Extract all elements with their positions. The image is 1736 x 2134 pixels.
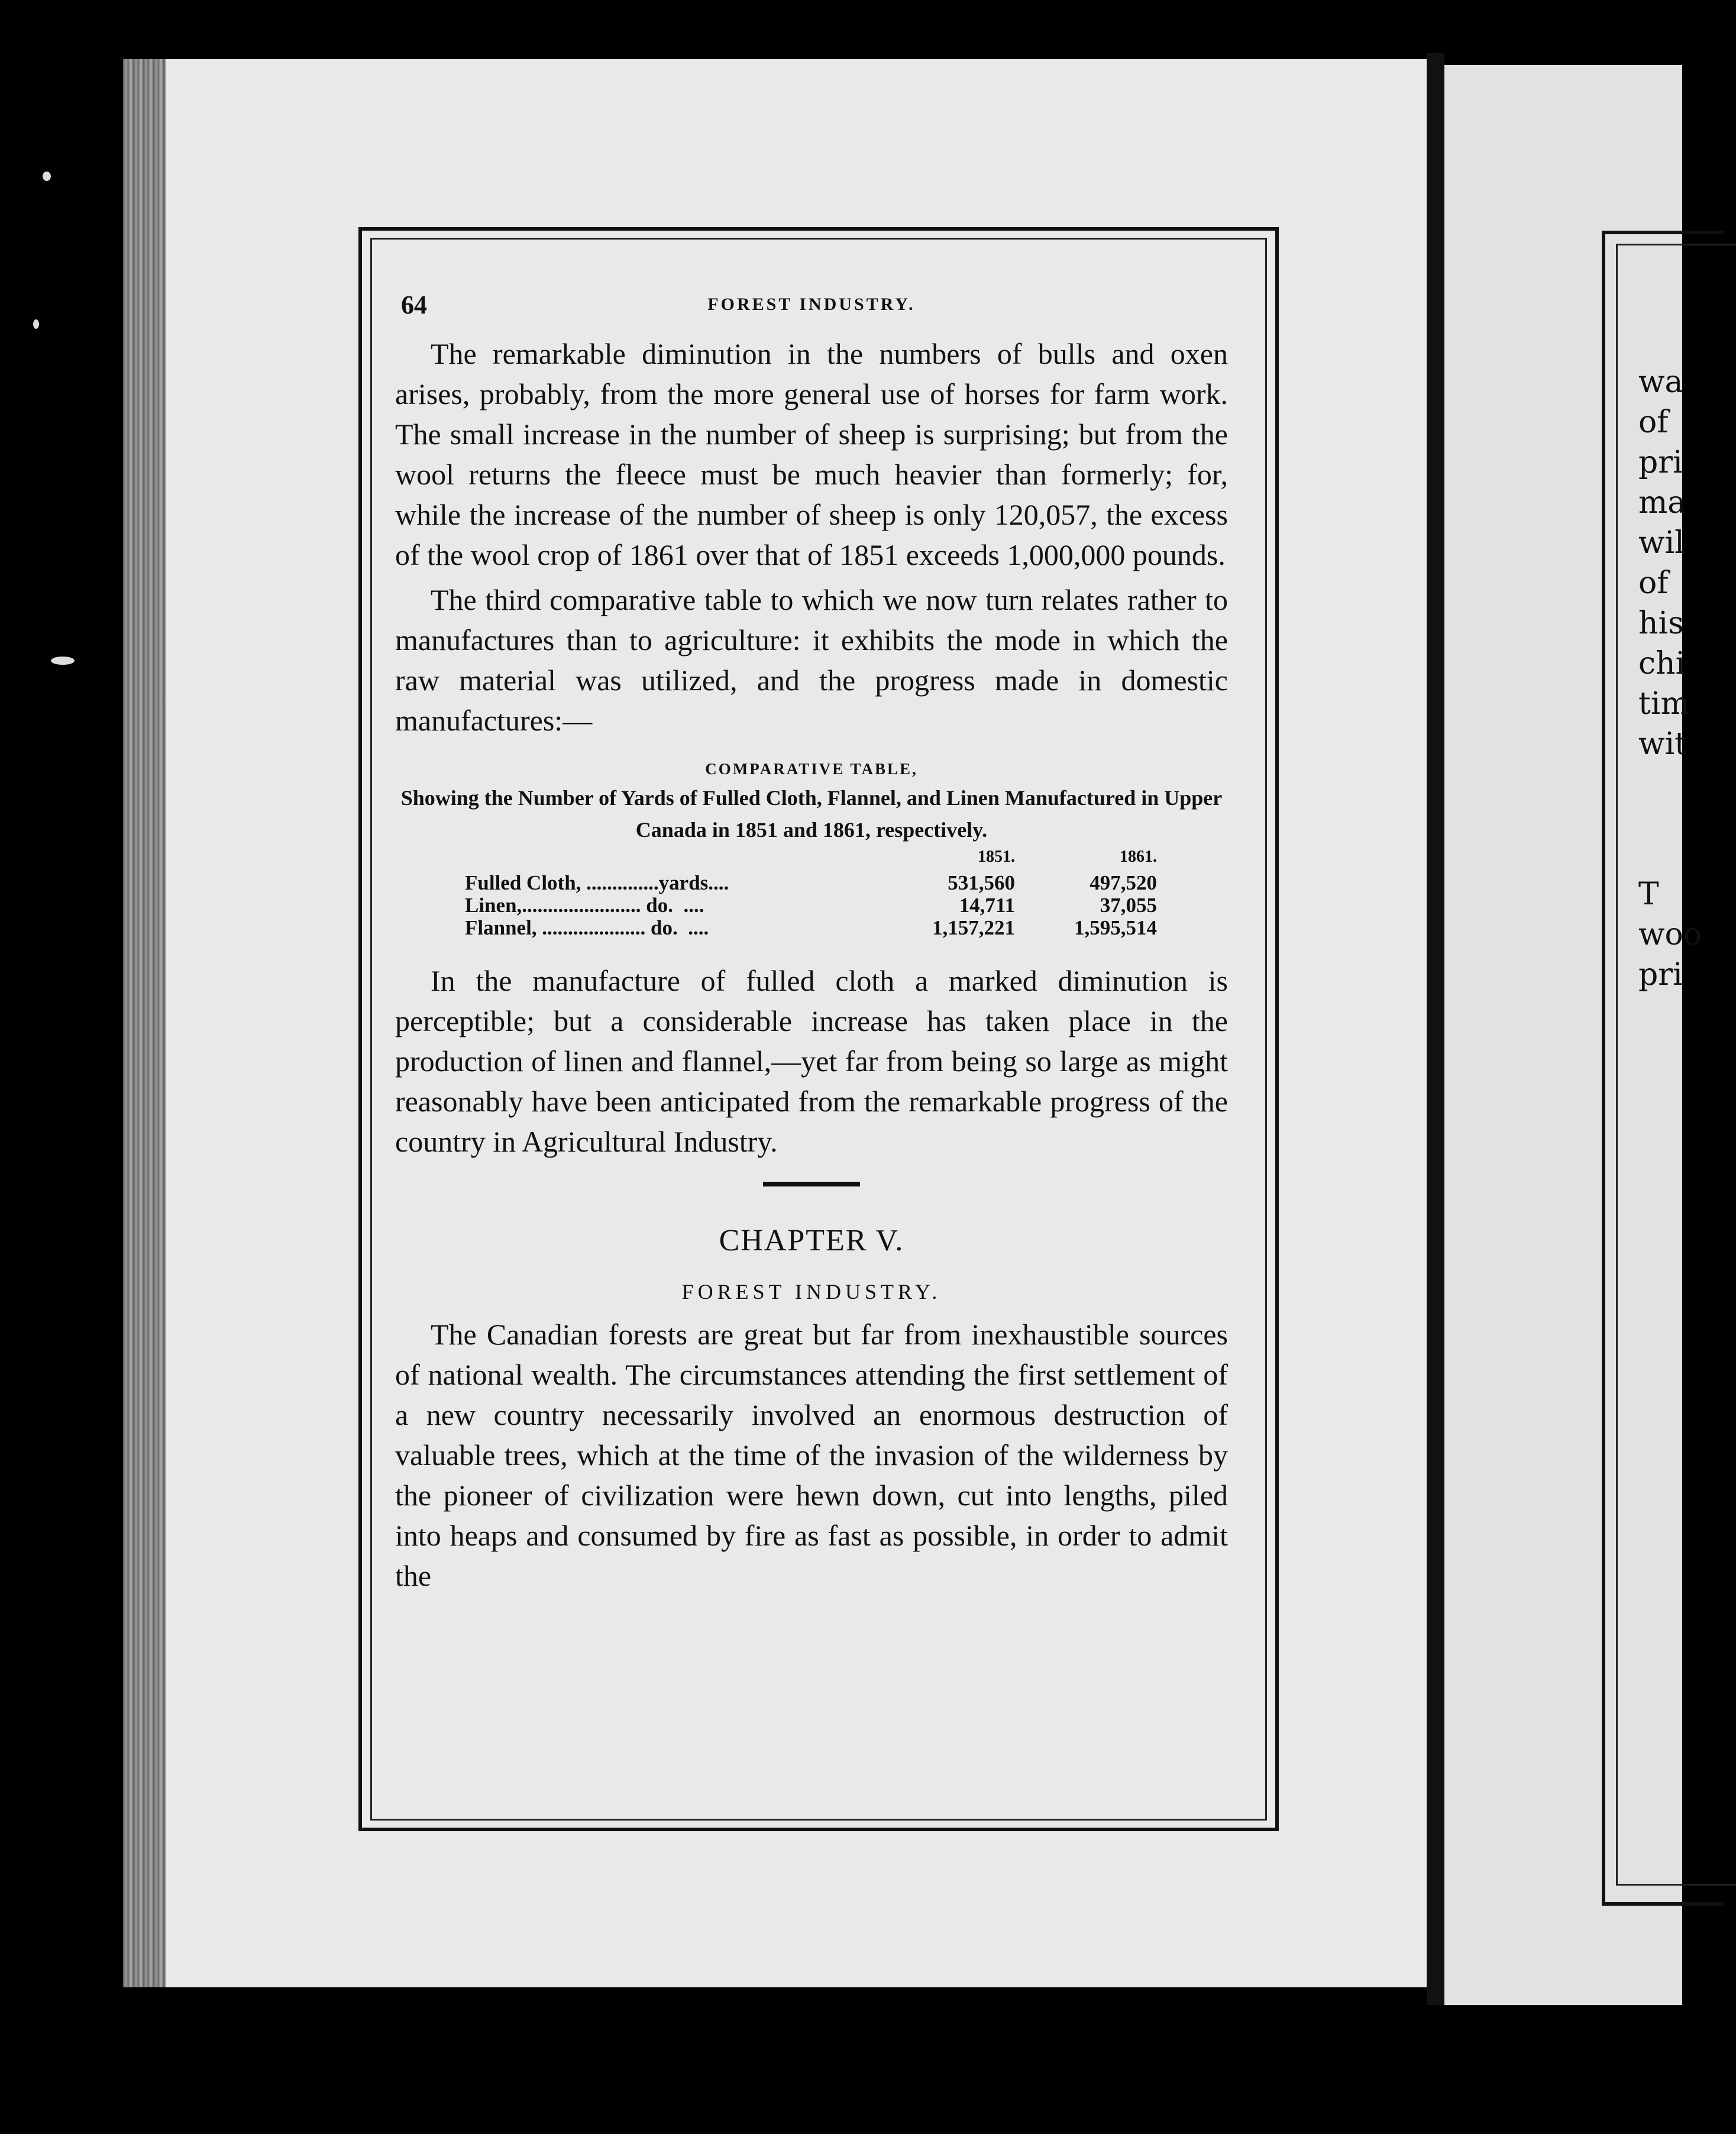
scan-speck	[33, 319, 39, 329]
table-row	[465, 872, 1157, 894]
facing-page-fragment: of	[1638, 565, 1669, 601]
value-1861: 1,595,514	[1074, 916, 1157, 939]
value-1851: 1,157,221	[932, 916, 1015, 939]
running-head-title: FOREST INDUSTRY.	[707, 295, 916, 314]
value-1851: 531,560	[948, 871, 1015, 894]
facing-page-fragment: of	[1638, 405, 1669, 440]
chapter-heading: CHAPTER V.	[719, 1224, 904, 1257]
book-gutter	[1427, 53, 1444, 2005]
value-1851: 14,711	[959, 894, 1015, 917]
facing-page-fragment: his	[1638, 606, 1684, 641]
paragraph-canadian-forests: The Canadian forests are great but far from inexhaustible sources of national wealth. The circumstances attending the first settlement of a new country necessarily involved an enormous destruction of valuable trees, which at the time of the invasion of the wilderness by the pioneer of civilization were hewn down, cut into lengths, piled into heaps and consumed by fire as fast as possible, in order to admit the	[395, 1318, 1228, 1592]
section-divider-rule	[763, 1182, 860, 1186]
table-header-blank	[465, 846, 891, 872]
paragraph-livestock: The remarkable diminution in the numbers of bulls and oxen arises, probably, from the more general use of horses for farm work. The small increase in the number of sheep is surprising; but from the wool returns the fleece must be much heavier than formerly; for, while the increase of the number of sheep is only 120,057, the excess of the wool crop of 1861 over that of 1851 exceeds 1,000,000 pounds.	[395, 337, 1228, 571]
facing-page-fragment: T	[1638, 877, 1659, 912]
facing-page-fragment: wil	[1638, 525, 1685, 561]
facing-page-fragment: chi	[1638, 646, 1686, 681]
page-content	[395, 290, 1228, 1596]
row-label: Flannel, .................... do. ....	[465, 916, 709, 939]
scan-speck	[51, 657, 75, 665]
table-row	[465, 917, 1157, 939]
table-header-row	[465, 846, 1157, 872]
row-label: Fulled Cloth, ..............yards....	[465, 871, 729, 894]
scan-speck	[43, 172, 51, 181]
manufactures-table	[465, 846, 1157, 939]
facing-page-fragment: wa	[1638, 364, 1683, 400]
facing-page-fragment: pri	[1638, 957, 1683, 992]
column-header-1861: 1861.	[1120, 848, 1157, 866]
comparative-table	[395, 756, 1228, 939]
book-page-edges	[123, 59, 170, 1987]
facing-page-fragment: woo	[1638, 917, 1702, 952]
facing-page-fragment: tim	[1638, 686, 1690, 722]
running-head	[395, 290, 1228, 325]
facing-page-fragment: pri	[1638, 445, 1683, 480]
value-1861: 497,520	[1090, 871, 1157, 894]
row-label: Linen,....................... do. ....	[465, 894, 704, 917]
paragraph-third-table-intro: The third comparative table to which we now turn relates rather to manufactures than to agriculture: it exhibits the mode in which the raw material was utilized, and the progress made in domestic manufactures:—	[395, 583, 1228, 737]
table-title: COMPARATIVE TABLE,	[705, 760, 918, 778]
table-row	[465, 894, 1157, 917]
column-header-1851: 1851.	[978, 848, 1015, 866]
table-caption: Showing the Number of Yards of Fulled Cloth, Flannel, and Linen Manufactured in Upper Canada in 1851 and 1861, respectively.	[400, 786, 1223, 842]
facing-page-fragment: ma	[1638, 485, 1686, 520]
facing-page-fragment: wit	[1638, 726, 1687, 762]
paragraph-fulled-cloth: In the manufacture of fulled cloth a marked diminution is perceptible; but a considerable increase has taken place in the production of linen and flannel,—yet far from being so large as might reasonably have been anticipated from the remarkable progress of the country in Agricultural Industry.	[395, 964, 1228, 1158]
page-number: 64	[401, 290, 427, 319]
value-1861: 37,055	[1100, 894, 1157, 917]
section-heading: FOREST INDUSTRY.	[681, 1280, 942, 1304]
facing-page-text-fragments-bottom	[1638, 874, 1702, 995]
facing-page-text-fragments-top	[1638, 362, 1690, 764]
